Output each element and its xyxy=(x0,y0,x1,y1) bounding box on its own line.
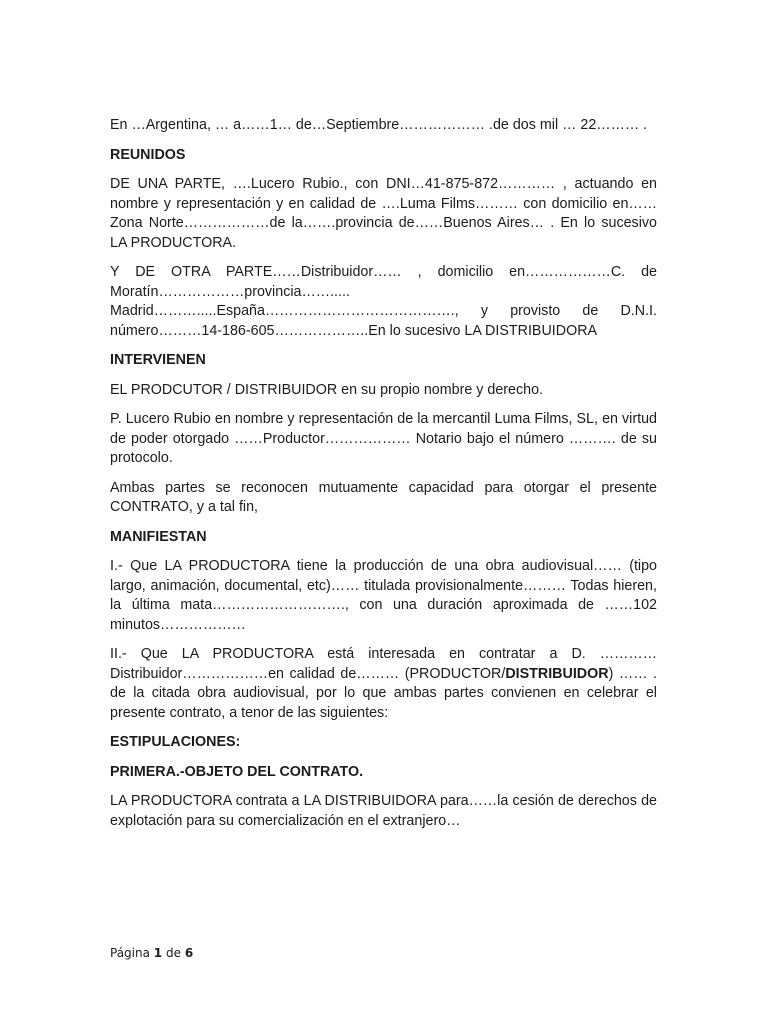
parte-2-line-1: Y DE OTRA PARTE……Distribuidor…… , domicilio en………………C. de xyxy=(110,264,657,280)
intervienen-1-line-1: EL PRODCUTOR / DISTRIBUIDOR en su propio nombre y derecho. xyxy=(110,381,544,398)
intro-line-2: 22……… . xyxy=(580,117,648,133)
intervienen-paragraph-2 xyxy=(110,410,657,469)
page-total: 6 xyxy=(184,946,194,960)
man2-line-2-text: Distribuidor………………en calidad de……… (PRODUCTOR/ xyxy=(110,665,506,682)
ambas-line-2: CONTRATO, y a tal fin, xyxy=(110,499,259,515)
ambas-line-1: Ambas partes se reconocen mutuamente capacidad para otorgar el presente xyxy=(110,479,657,496)
man2-line-1: II.- Que LA PRODUCTORA está interesada en contratar a D. ………… xyxy=(110,646,657,662)
page-word: Página xyxy=(110,946,150,960)
parte-1-paragraph xyxy=(110,175,657,253)
man1-line-2: (tipo largo, animación, documental, etc)…… titulada provisionalmente……… xyxy=(110,558,657,594)
manifiestan-paragraph-1 xyxy=(110,557,657,635)
intervienen-2-line-2: en virtud de poder otorgado ……Productor……………… Notario bajo el número xyxy=(110,411,657,447)
page-footer xyxy=(110,946,193,960)
heading-reunidos: REUNIDOS xyxy=(110,146,186,163)
intervienen-2-line-1: P. Lucero Rubio en nombre y representación de la mercantil Luma Films, SL, xyxy=(110,411,598,427)
heading-intervienen: INTERVIENEN xyxy=(110,352,206,368)
man1-line-3: Todas hieren, la última mata………………………., con una duración xyxy=(110,577,657,613)
heading-manifiestan: MANIFIESTAN xyxy=(110,528,207,545)
intervienen-paragraph-1 xyxy=(110,381,657,401)
document-body xyxy=(110,116,657,841)
parte-2-line-4: número………14-186-605………………..En lo sucesivo LA DISTRIBUIDORA xyxy=(110,322,598,339)
of-word: de xyxy=(165,946,181,960)
intro-line-1: En …Argentina, … a……1… de…Septiembre……………… .de dos mil … xyxy=(110,117,577,133)
parte-1-line-1: DE UNA PARTE, ….Lucero Rubio., con DNI…41-875-872………… , actuando xyxy=(110,176,634,192)
parte-1-line-3: domicilio en……Zona Norte………………de la…….provincia de……Buenos xyxy=(110,195,658,231)
page-number: 1 xyxy=(153,946,163,960)
parte-2-paragraph xyxy=(110,263,657,341)
ambas-partes-paragraph xyxy=(110,479,657,518)
man2-line-3: …… . de la citada obra audiovisual, por lo que ambas partes convienen en xyxy=(110,665,657,701)
parte-1-line-2: en nombre y representación y en calidad de ….Luma Films……… con xyxy=(110,176,657,212)
man2-line-2-close: ) xyxy=(608,665,614,682)
primera-line-1: LA PRODUCTORA contrata a LA DISTRIBUIDORA para……la cesión de xyxy=(110,793,574,809)
intro-paragraph xyxy=(110,116,657,136)
manifiestan-paragraph-2 xyxy=(110,645,657,723)
intervienen-2-line-3: ………. de su protocolo. xyxy=(110,430,657,466)
parte-2-line-3: Madrid……….....España…………………………………., y provisto de D.N.I. xyxy=(110,303,657,319)
man1-line-4: aproximada de ……102 minutos……………… xyxy=(110,597,657,633)
distribuidor-bold: DISTRIBUIDOR xyxy=(505,665,609,682)
man1-line-1: I.- Que LA PRODUCTORA tiene la producción de una obra audiovisual…… xyxy=(110,558,622,574)
heading-estipulaciones: ESTIPULACIONES: xyxy=(110,734,241,750)
man2-line-2 xyxy=(110,666,613,682)
primera-line-2: derechos de explotación para su comercialización en el extranjero… xyxy=(110,793,657,829)
parte-1-line-4: Aires… . En lo sucesivo LA PRODUCTORA. xyxy=(110,215,657,251)
heading-primera: PRIMERA.-OBJETO DEL CONTRATO. xyxy=(110,763,364,780)
primera-paragraph xyxy=(110,792,657,831)
parte-2-line-2: Moratín………………provincia……..... xyxy=(110,283,350,300)
man2-line-4: celebrar el presente contrato, a tenor de las siguientes: xyxy=(110,685,657,721)
